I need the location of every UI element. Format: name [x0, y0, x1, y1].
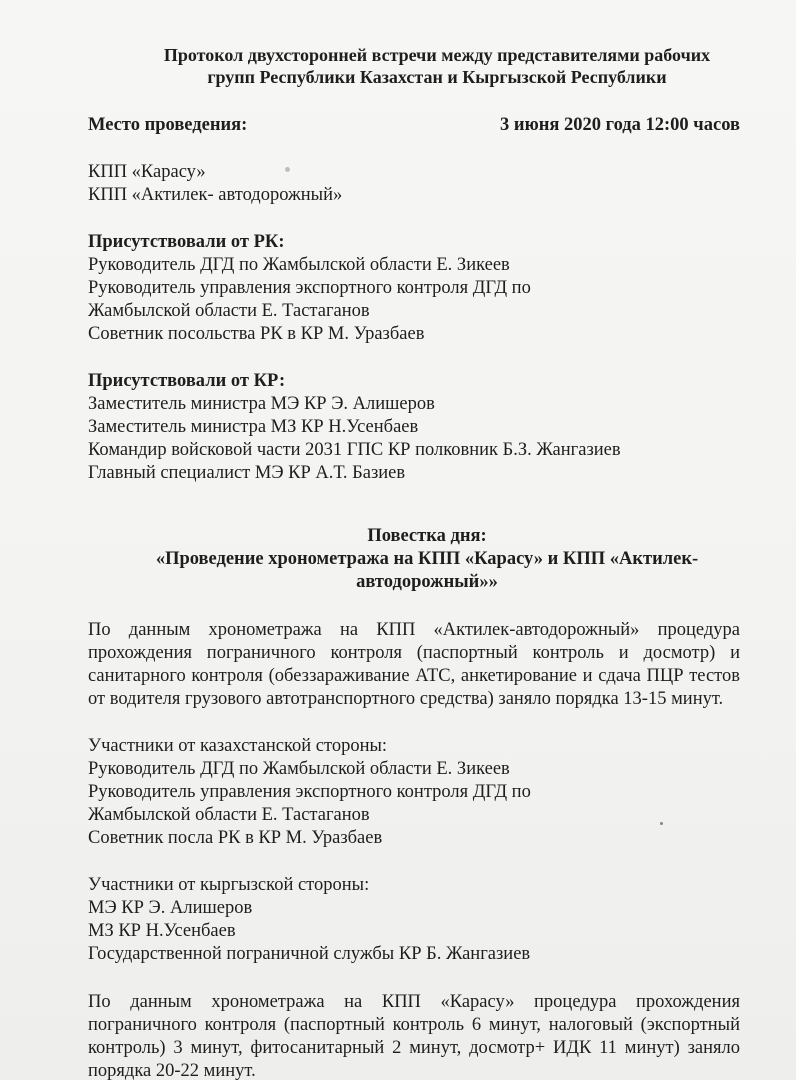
attendee-line: Главный специалист МЭ КР А.Т. Базиев [88, 463, 406, 483]
kz-participants-heading: Участники от казахстанской стороны: [88, 736, 388, 756]
kz-participants [88, 735, 746, 850]
paper-mark [285, 167, 290, 172]
participant-line: Советник посла РК в КР М. Уразбаев [88, 828, 383, 848]
paper-speck [660, 822, 663, 825]
attendee-line: Руководитель ДГД по Жамбылской области Е. Зикеев [88, 255, 510, 275]
paragraph-text: По данным хронометража на КПП «Карасу» процедура прохождения пограничного контроля (паспортный контроль 6 минут, налоговый (экспортный контроль) 3 минут, фитосанитарный 2 минут, досмотр+ ИДК 11 минут) заняло порядка 20-22 минут. [88, 992, 740, 1080]
paragraph-karasu [88, 991, 740, 1080]
kr-attendees [88, 370, 746, 485]
attendee-line: Руководитель управления экспортного контроля ДГД по [88, 278, 531, 298]
place-label: Место проведения: [88, 115, 248, 135]
attendee-line: Жамбылской области Е. Тастаганов [88, 301, 370, 321]
agenda-line: «Проведение хронометража на КПП «Карасу» и КПП «Актилек- [155, 549, 699, 569]
meeting-datetime: 3 июня 2020 года 12:00 часов [500, 115, 740, 135]
attendee-line: Заместитель министра МЗ КР Н.Усенбаев [88, 417, 419, 437]
participant-line: МЗ КР Н.Усенбаев [88, 921, 236, 941]
place-item: КПП «Актилек- автодорожный» [88, 185, 343, 205]
kg-participants-heading: Участники от кыргызской стороны: [88, 875, 370, 895]
agenda-line: автодорожный»» [356, 572, 498, 592]
title-line: Протокол двухсторонней встречи между представителями рабочих [163, 45, 711, 65]
participant-line: Государственной пограничной службы КР Б. Жангазиев [88, 944, 531, 964]
paragraph-text: По данным хронометража на КПП «Актилек-автодорожный» процедура прохождения пограничного контроля (паспортный контроль и досмотр) и санитарного контроля (обеззараживание АТС, анкетирование и сдача ПЦР тестов от водителя грузового автотранспортного средства) заняло порядка 13-15 минут. [88, 620, 740, 709]
participant-line: МЭ КР Э. Алишеров [88, 898, 253, 918]
rk-attendees [88, 231, 746, 346]
attendee-line: Заместитель министра МЭ КР Э. Алишеров [88, 394, 435, 414]
paragraph-aktilek [88, 619, 740, 711]
rk-attendees-heading: Присутствовали от РК: [88, 232, 285, 252]
places-list [88, 161, 746, 207]
attendee-line: Командир войсковой части 2031 ГПС КР полковник Б.З. Жангазиев [88, 440, 621, 460]
participant-line: Жамбылской области Е. Тастаганов [88, 805, 370, 825]
document-title [128, 44, 746, 88]
agenda [118, 525, 736, 594]
title-line: групп Республики Казахстан и Кыргызской Республики [207, 67, 667, 87]
kg-participants [88, 874, 746, 966]
participant-line: Руководитель ДГД по Жамбылской области Е. Зикеев [88, 759, 510, 779]
attendee-line: Советник посольства РК в КР М. Уразбаев [88, 324, 425, 344]
meeting-meta [88, 114, 740, 137]
participant-line: Руководитель управления экспортного контроля ДГД по [88, 782, 531, 802]
agenda-heading: Повестка дня: [367, 526, 487, 546]
kr-attendees-heading: Присутствовали от КР: [88, 371, 286, 391]
place-item: КПП «Карасу» [88, 162, 206, 182]
